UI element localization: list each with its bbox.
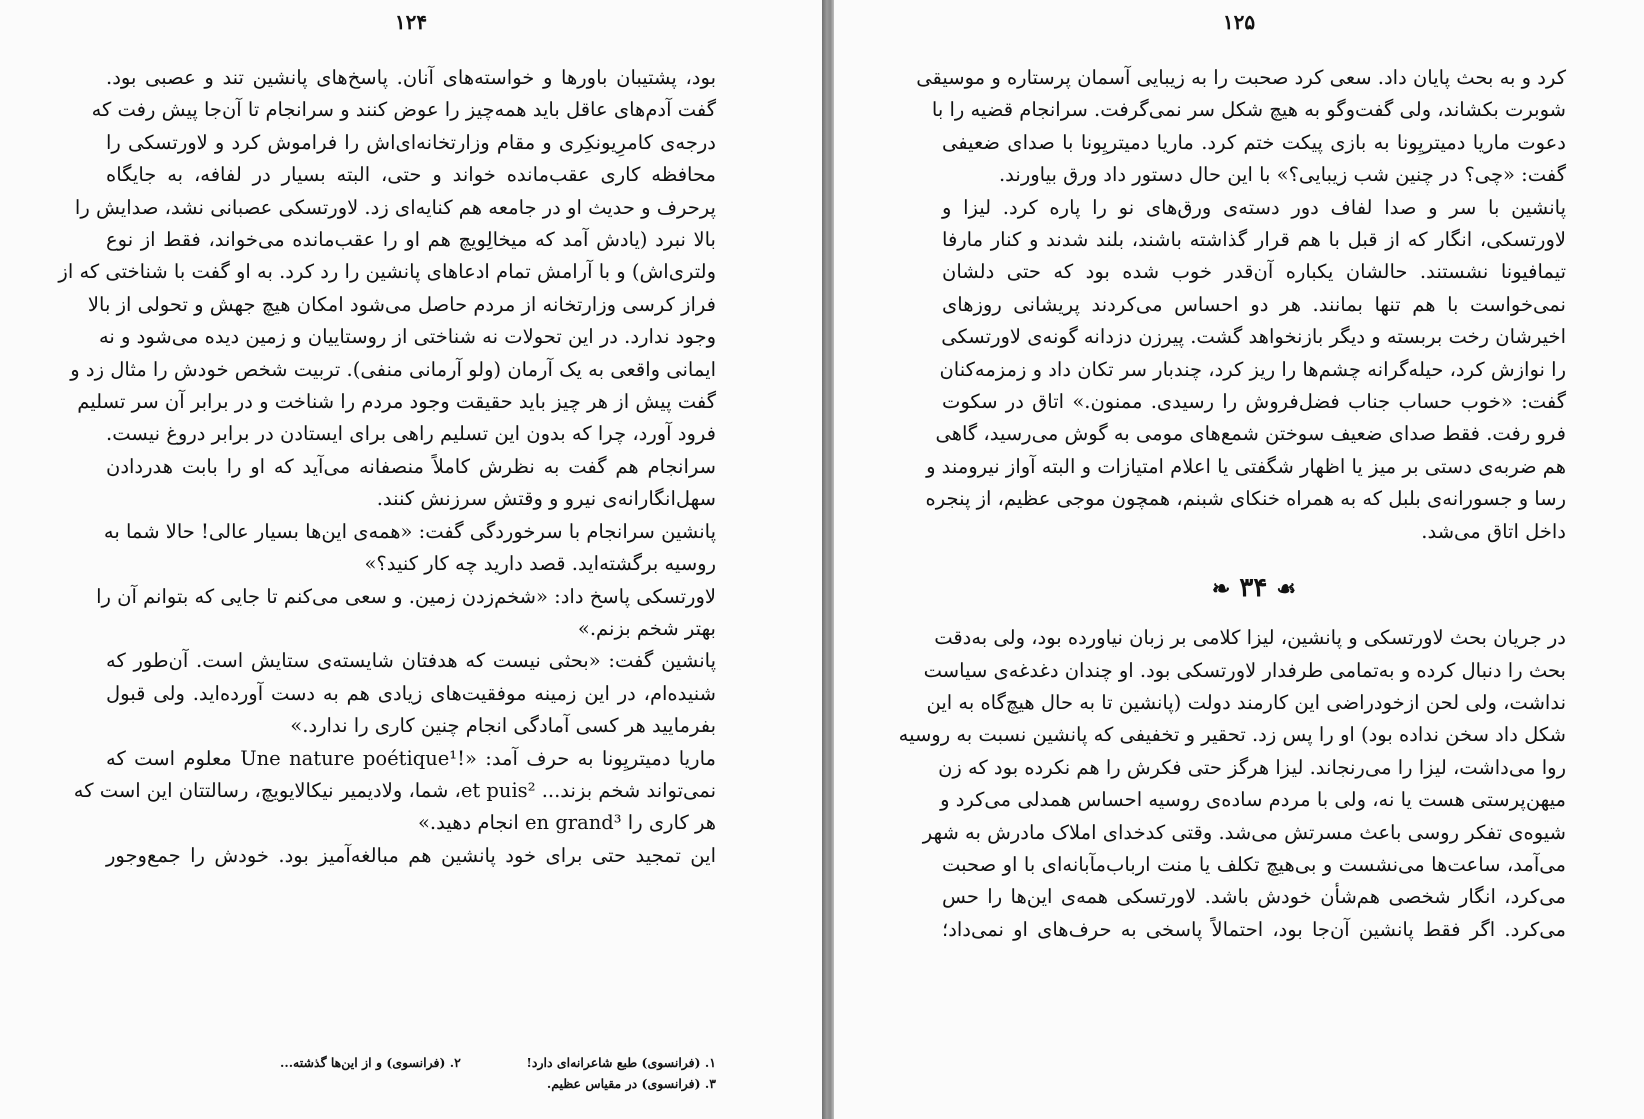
text-line: پرحرف و حدیث او در جامعه هم کنایه‌ای زد. لاورتسکی عصبانی نشد، صدایش را — [74, 195, 716, 219]
page-number: ۱۲۵ — [1222, 10, 1256, 34]
text-line: میهن‌پرستی هست یا نه، ولی با مردم ساده‌ی روسیه احساس همدلی می‌کرد و — [940, 788, 1566, 812]
text-line: می‌کرد، انگار شخصی هم‌شأن خودش باشد. لاورتسکی همه‌ی این‌ها را حس — [942, 885, 1566, 909]
text-line: گفت پیش از هر چیز باید حقیقت وجود مردم را شناخت و در برابر آن سر تسلیم — [77, 390, 716, 414]
footnote-1: ۱. (فرانسوی) طبع شاعرانه‌ای دارد! — [526, 1055, 716, 1070]
text-line: در جریان بحث لاورتسکی و پانشین، لیزا کلامی بر زبان نیاورده بود، ولی به‌دقت — [934, 626, 1566, 650]
text-line: نمی‌تواند شخم بزند... et puis²، شما، ولادیمیر نیکالایویچ، رسالتتان این است که — [73, 778, 716, 802]
text-line: پانشین سرانجام با سرخوردگی گفت: «همه‌ی این‌ها بسیار عالی! حالا شما به — [103, 519, 716, 543]
text-line: سرانجام هم گفت به نظرش کاملاً منصفانه می‌آید که او را بابت هدردادن — [106, 454, 716, 478]
text-line: بفرمایید هر کسی آمادگی انجام چنین کاری را ندارد.» — [290, 714, 716, 738]
text-line: بهتر شخم بزنم.» — [577, 616, 716, 640]
section-heading — [942, 560, 1566, 616]
text-line: پانشین گفت: «بحثی نیست که هدفتان شایسته‌ی ستایش است. آن‌طور که — [106, 649, 716, 673]
text-line: ولتری‌اش) و با آرامش تمام ادعاهای پانشین را رد کرد. به او گفت با شناختی که از — [58, 260, 716, 284]
text-line: فراز کرسی وزارتخانه از مردم حاصل می‌شود امکان هیچ جهش و تحولی از بالا — [87, 292, 716, 316]
text-line: ماریا دمیتریِونا به حرف آمد: «!Une nature poétique¹ معلوم است که — [106, 746, 716, 770]
text-line: ایمانی واقعی به یک آرمان (ولو آرمانی منفی). تربیت شخص خودش را مثال زد و — [70, 357, 716, 381]
text-line: هم ضربه‌ی دستی بر میز یا اظهار شگفتی یا اعلام امتیازات و البته آواز نیرومند و — [926, 454, 1566, 478]
text-line: اخیرشان رخت بربسته و دیگر بازنخواهد گشت. پیرزن دزدانه گونه‌ی لاورتسکی — [941, 325, 1566, 349]
text-line: گفت: «چی؟ در چنین شب زیبایی؟» با این حال دستور داد ورق بیاورند. — [998, 163, 1566, 187]
footnote-3: ۳. (فرانسوی) در مقیاس عظیم. — [546, 1076, 716, 1091]
text-line: رسا و جسورانه‌ی بلبل که به همراه خنکای شبنم، همچون موجی عظیم، از پنجره — [925, 487, 1566, 511]
text-line: این تمجید حتی برای خود پانشین هم مبالغه‌آمیز بود. خودش را جمع‌وجور — [106, 843, 716, 867]
text-line: بود، پشتیبان باورها و خواسته‌های آنان. پاسخ‌های پانشین تند و عصبی بود. — [106, 66, 716, 89]
text-line: بالا نبرد (یادش آمد که میخالِویچ هم او را عقب‌مانده می‌خواند، فقط از نوع — [106, 228, 716, 252]
text-line: شیوه‌ی تفکر روسی باعث مسرتش می‌شد. وقتی کدخدای املاک مادرش به شهر — [922, 820, 1566, 844]
text-line: گفت آدم‌های عاقل باید همه‌چیز را عوض کنند و سرانجام تا آن‌جا پیش رفت که — [91, 98, 716, 122]
text-line: شنیده‌ام، در این زمینه موفقیت‌های زیادی هم به دست آورده‌اید. ولی قبول — [106, 681, 716, 705]
text-line: درجه‌ی کامرِیونکِری و مقام وزارتخانه‌ای‌اش را فراموش کرد و لاورتسکی را — [106, 130, 716, 154]
ornament-icon: ❧ — [1211, 576, 1231, 603]
text-line: روسیه برگشته‌اید. قصد دارید چه کار کنید؟» — [364, 552, 716, 576]
text-line: روا می‌داشت، لیزا را می‌رنجاند. لیزا هرگز حتی فکرش را هم نکرده بود که زن — [938, 755, 1566, 779]
text-line: سهل‌انگارانه‌ی نیرو و وقتش سرزنش کنند. — [376, 487, 716, 511]
text-line: می‌آمد، ساعت‌ها می‌نشست و بی‌هیچ تکلف یا منت ارباب‌مآبانه‌ای با او صحبت — [942, 852, 1566, 876]
text-line: لاورتسکی پاسخ داد: «شخم‌زدن زمین. و سعی می‌کنم تا جایی که بتوانم آن را — [96, 584, 716, 608]
text-line: شوبرت بکشاند، ولی گفت‌وگو به هیچ شکل سر نمی‌گرفت. سرانجام قضیه را با — [931, 98, 1566, 122]
text-line: فرو رفت. فقط صدای ضعیف سوختن شمع‌های مومی به گوش می‌رسید، گاهی — [935, 422, 1566, 446]
text-line: هر کاری را en grand³ انجام دهید.» — [417, 811, 716, 835]
text-line: شکل داد سخن نداده بود) او را پس زد. تحقیر و تخفیفی که پانشین نسبت به روسیه — [898, 723, 1566, 747]
text-line: نمی‌خواست با هم تنها بمانند. هر دو احساس می‌کردند پریشانی روزهای — [942, 292, 1566, 316]
text-line: فرود آورد، چرا که بدون این تسلیم راهی برای ایستادن در برابر دروغ نیست. — [106, 422, 716, 446]
book-gutter — [822, 0, 834, 1119]
text-line: وجود ندارد. در این تحولات نه شناختی از روستاییان و زمین دیده می‌شود و نه — [98, 325, 716, 349]
footnotes — [280, 1052, 716, 1094]
text-line: دعوت ماریا دمیتریِونا به بازی پیکت ختم کرد. ماریا دمیتریِونا با صدای ضعیفی — [942, 130, 1566, 154]
text-line: محافظه کاری عقب‌مانده خواند و حتی، البته بسیار در لفافه، به جایگاه — [106, 163, 716, 187]
text-line: را نوازش کرد، حیله‌گرانه چشم‌ها را ریز کرد، چندبار سر تکان داد و زمزمه‌کنان — [939, 357, 1566, 381]
page-number: ۱۲۴ — [394, 10, 428, 34]
right-page — [834, 0, 1644, 1119]
text-line: گفت: «خوب حساب جناب فضل‌فروش را رسیدی. ممنون.» اتاق در سکوت — [942, 390, 1566, 414]
text-line: می‌کرد. اگر فقط پانشین آن‌جا بود، احتمالاً پاسخی به حرف‌های او نمی‌داد؛ — [942, 917, 1566, 941]
ornament-icon: ☙ — [1276, 576, 1297, 603]
text-line: پانشین با سر و صدا لفاف دور دسته‌ی ورق‌های نو را پاره کرد. لیزا و — [942, 195, 1566, 219]
text-line: داخل اتاق می‌شد. — [1421, 519, 1566, 543]
body-text — [58, 62, 716, 872]
section-number: ۳۴ — [1239, 573, 1268, 604]
text-line: نداشت، ولی لحن ازخودراضی این کارمند دولت (پانشین تا به حال هیچ‌گاه به این — [926, 690, 1566, 714]
text-line: تیمافیونا نشستند. حالشان یکباره آن‌قدر خوب شده بود که حتی دلشان — [942, 260, 1566, 284]
text-line: کرد و به بحث پایان داد. سعی کرد صحبت را به زیبایی آسمان پرستاره و موسیقی — [916, 66, 1566, 89]
text-line: لاورتسکی، انگار که از قبل با هم قرار گذاشته باشند، بلند شدند و کنار مارفا — [942, 228, 1566, 252]
text-line: بحث را دنبال کرده و به‌تمامی طرفدار لاورتسکی بود. او چندان دغدغه‌ی سیاست — [923, 658, 1566, 682]
footnote-2: ۲. (فرانسوی) و از این‌ها گذشته... — [280, 1055, 461, 1070]
body-text — [898, 62, 1566, 946]
